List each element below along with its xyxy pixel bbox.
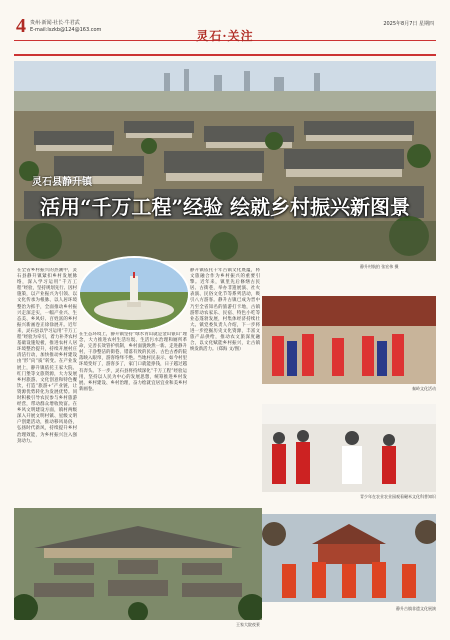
article-col-2: 静升镇依托千年古镇文化底蕴，将文旅融合作为乡村振兴的重要引擎。近年来，镇里先后修缮古民居、古街巷，举办非遗展演、社火表演、民俗文化节等系列活动，吸引八方游客。静升古镇已成为晋中乃至全省知名的旅游打卡地，古镇游带动农家乐、民宿、特色小吃等业态蓬勃发展，村集体经济持续壮大。镇党委负责人介绍，下一步将进一步挖掘历史文化资源，丰富文旅产品供给，推动农文旅深度融合，以文化赋能乡村振兴，让古镇焕发新活力。（郑海 文/图） — [190, 268, 260, 353]
section-title: 灵石·关注 — [196, 29, 254, 43]
article-col-1a: 在全省乡村振兴的热潮中，灵石县静升镇紧扣乡村发展脉络，深入学习运用“千万工程”经验，坚持规划先行、因村施策，以产业振兴为引领、以文化传承为根脉、以人居环境整治为抓手，全面推动乡村振兴走深走实，一幅产业兴、生态美、乡风好、百姓富的乡村振兴新画卷正徐徐展开。近年来，灵石县以学习运用“千万工程”经验为牵引，着力补齐农村基础设施短板，推进农村人居环境整治提升，持续开展村庄清洁行动，加快推动乡村建设由“形”向“质”转变。在产业发展上，静升镇依托王家大院、红门堡等文旅资源，大力发展乡村旅游、文化创意和特色餐饮，打造“旅游+”产业链，让资源优势转化为发展优势。同时积极引导农民参与乡村旅游经营，带动群众增收致富。在乡风文明建设方面，镇村两级深入开展文明村镇、星级文明户创建活动，推动移风易俗，弘扬时代新风，持续提升乡村治理效能，为乡村振兴注入强劲动力。 — [17, 268, 77, 444]
hero-kicker: 灵石县静升镇 — [32, 177, 92, 188]
page-number: 4 — [16, 15, 26, 37]
palace-photo — [14, 508, 262, 620]
performance-image — [262, 514, 436, 602]
palace-image — [14, 508, 262, 620]
section-divider — [14, 54, 436, 56]
article-col-1b: 在生态环境上，静升镇坚持“绿水青山就是金山银山”理念，大力推进农村生活垃圾、生活污水治理和厕所革命，完善长效管护机制，乡村面貌焕然一新。走进静升村，干净整洁的街巷、错落有致的民居、古色古香的院落映入眼帘，游客络绎不绝。当地村民表示，如今村里环境变好了，游客多了，家门口就能挣钱，日子越过越有奔头。下一步，灵石县将持续深化“千万工程”经验运用，坚持以人民为中心的发展思想，统筹推进乡村发展、乡村建设、乡村治理，奋力绘就宜居宜业和美乡村新画卷。 — [79, 332, 187, 392]
paper-email: E-mail:lszkb@124@163.com — [30, 27, 102, 33]
science-education-caption: 青少年在农业农业园观看碾米文化科普知识 — [360, 494, 436, 499]
students-image — [262, 404, 436, 492]
heritage-performance-photo — [262, 514, 436, 602]
culture-event-photo — [262, 296, 436, 384]
monument-photo — [78, 256, 190, 332]
monument-image — [80, 258, 188, 330]
hero-credit: 静升村航拍 张宏伟 摄 — [360, 264, 399, 269]
headline: 活用“千万工程”经验 绘就乡村振兴新图景 — [40, 195, 410, 219]
science-education-photo — [262, 404, 436, 492]
paper-line-1: 贵州·新闻·社长·牛君武 — [30, 20, 80, 26]
aerial-village-image — [14, 61, 436, 261]
palace-caption: 王家大院夜景 — [236, 622, 260, 627]
festival-image — [262, 296, 436, 384]
culture-event-caption: 秦岭文化活动 — [412, 386, 436, 391]
heritage-performance-caption: 静升古镇非遗文化展演 — [396, 606, 436, 611]
hero-photo — [14, 61, 436, 261]
issue-date: 2025年8月7日 星期四 — [383, 21, 434, 27]
